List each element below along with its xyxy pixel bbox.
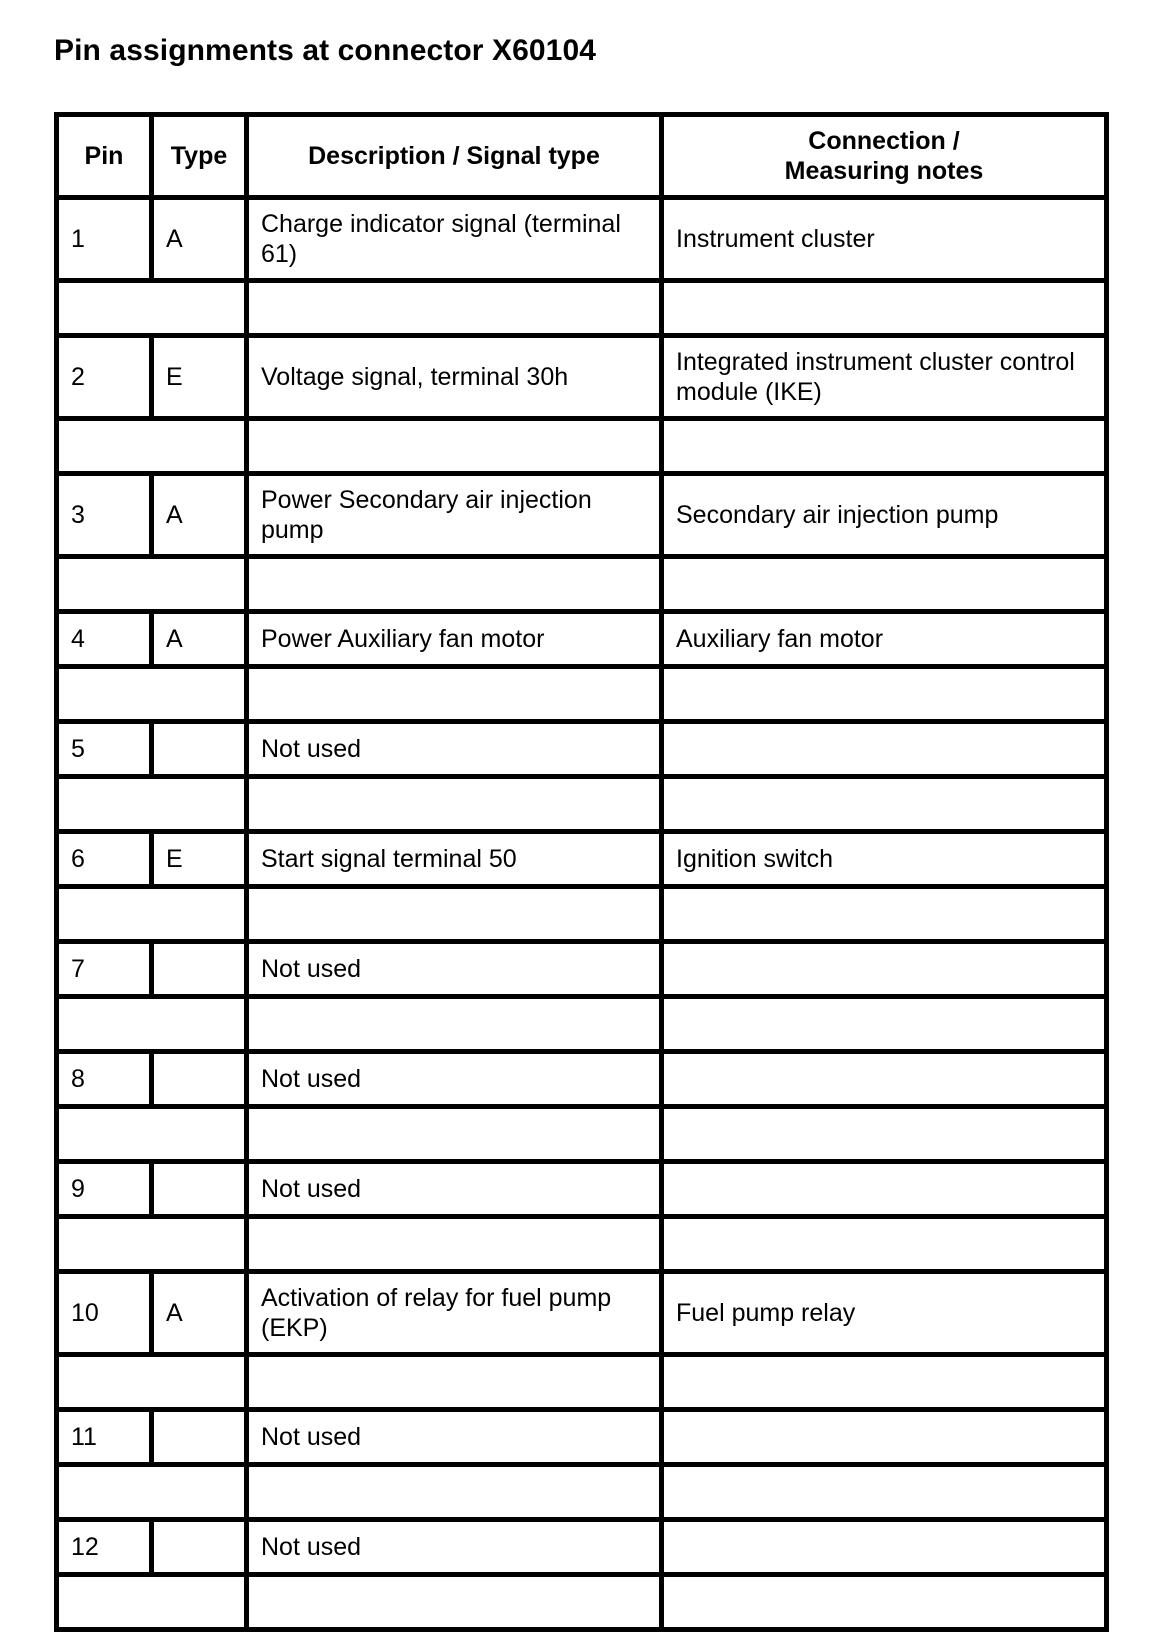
spacer-row xyxy=(57,1575,1107,1630)
type-cell: A xyxy=(152,198,247,281)
table-row xyxy=(57,722,1107,777)
description-cell: Not used xyxy=(247,1162,662,1217)
type-cell xyxy=(152,1162,247,1217)
table-row xyxy=(57,832,1107,887)
spacer-row xyxy=(57,1217,1107,1272)
connection-cell: Auxiliary fan motor xyxy=(662,612,1107,667)
connection-cell xyxy=(662,1410,1107,1465)
pin-cell: 11 xyxy=(57,1410,152,1465)
spacer-row xyxy=(57,1465,1107,1520)
type-cell xyxy=(152,1052,247,1107)
table-row xyxy=(57,942,1107,997)
table-row xyxy=(57,1520,1107,1575)
pin-assignment-table xyxy=(54,112,1109,1632)
description-cell: Not used xyxy=(247,1052,662,1107)
description-cell: Start signal terminal 50 xyxy=(247,832,662,887)
spacer-row xyxy=(57,1355,1107,1410)
connection-cell: Instrument cluster xyxy=(662,198,1107,281)
spacer-row xyxy=(57,1107,1107,1162)
type-cell: E xyxy=(152,832,247,887)
type-cell xyxy=(152,1520,247,1575)
header-type: Type xyxy=(152,115,247,198)
pin-cell: 7 xyxy=(57,942,152,997)
description-cell: Not used xyxy=(247,1520,662,1575)
spacer-row xyxy=(57,667,1107,722)
connection-cell: Integrated instrument cluster control module (IKE) xyxy=(662,336,1107,419)
pin-cell: 10 xyxy=(57,1272,152,1355)
spacer-row xyxy=(57,419,1107,474)
pin-cell: 1 xyxy=(57,198,152,281)
description-cell: Not used xyxy=(247,942,662,997)
table-row xyxy=(57,1052,1107,1107)
description-cell: Not used xyxy=(247,1410,662,1465)
header-description: Description / Signal type xyxy=(247,115,662,198)
table-row xyxy=(57,1162,1107,1217)
spacer-row xyxy=(57,281,1107,336)
header-connection-line1: Connection / xyxy=(808,127,960,155)
connection-cell xyxy=(662,1162,1107,1217)
pin-cell: 2 xyxy=(57,336,152,419)
table-row xyxy=(57,1410,1107,1465)
description-cell: Power Secondary air injection pump xyxy=(247,474,662,557)
table-row xyxy=(57,1272,1107,1355)
pin-cell: 12 xyxy=(57,1520,152,1575)
connection-cell xyxy=(662,1520,1107,1575)
table-row xyxy=(57,474,1107,557)
description-cell: Activation of relay for fuel pump (EKP) xyxy=(247,1272,662,1355)
description-cell: Not used xyxy=(247,722,662,777)
type-cell: A xyxy=(152,612,247,667)
header-pin: Pin xyxy=(57,115,152,198)
connection-cell: Fuel pump relay xyxy=(662,1272,1107,1355)
type-cell xyxy=(152,722,247,777)
header-connection xyxy=(662,115,1107,198)
connection-cell xyxy=(662,942,1107,997)
pin-cell: 3 xyxy=(57,474,152,557)
description-cell: Charge indicator signal (terminal 61) xyxy=(247,198,662,281)
spacer-row xyxy=(57,997,1107,1052)
spacer-row xyxy=(57,887,1107,942)
table-row xyxy=(57,612,1107,667)
table-header-row xyxy=(57,115,1107,198)
pin-cell: 6 xyxy=(57,832,152,887)
page-title: Pin assignments at connector X60104 xyxy=(54,34,597,67)
type-cell xyxy=(152,1410,247,1465)
pin-cell: 9 xyxy=(57,1162,152,1217)
type-cell: A xyxy=(152,1272,247,1355)
connection-cell xyxy=(662,1052,1107,1107)
type-cell: E xyxy=(152,336,247,419)
connection-cell xyxy=(662,722,1107,777)
description-cell: Voltage signal, terminal 30h xyxy=(247,336,662,419)
spacer-row xyxy=(57,557,1107,612)
table-row xyxy=(57,198,1107,281)
pin-cell: 4 xyxy=(57,612,152,667)
pin-cell: 8 xyxy=(57,1052,152,1107)
type-cell xyxy=(152,942,247,997)
spacer-row xyxy=(57,777,1107,832)
connection-cell: Ignition switch xyxy=(662,832,1107,887)
header-connection-line2: Measuring notes xyxy=(784,157,984,185)
pin-cell: 5 xyxy=(57,722,152,777)
description-cell: Power Auxiliary fan motor xyxy=(247,612,662,667)
table-row xyxy=(57,336,1107,419)
type-cell: A xyxy=(152,474,247,557)
connection-cell: Secondary air injection pump xyxy=(662,474,1107,557)
